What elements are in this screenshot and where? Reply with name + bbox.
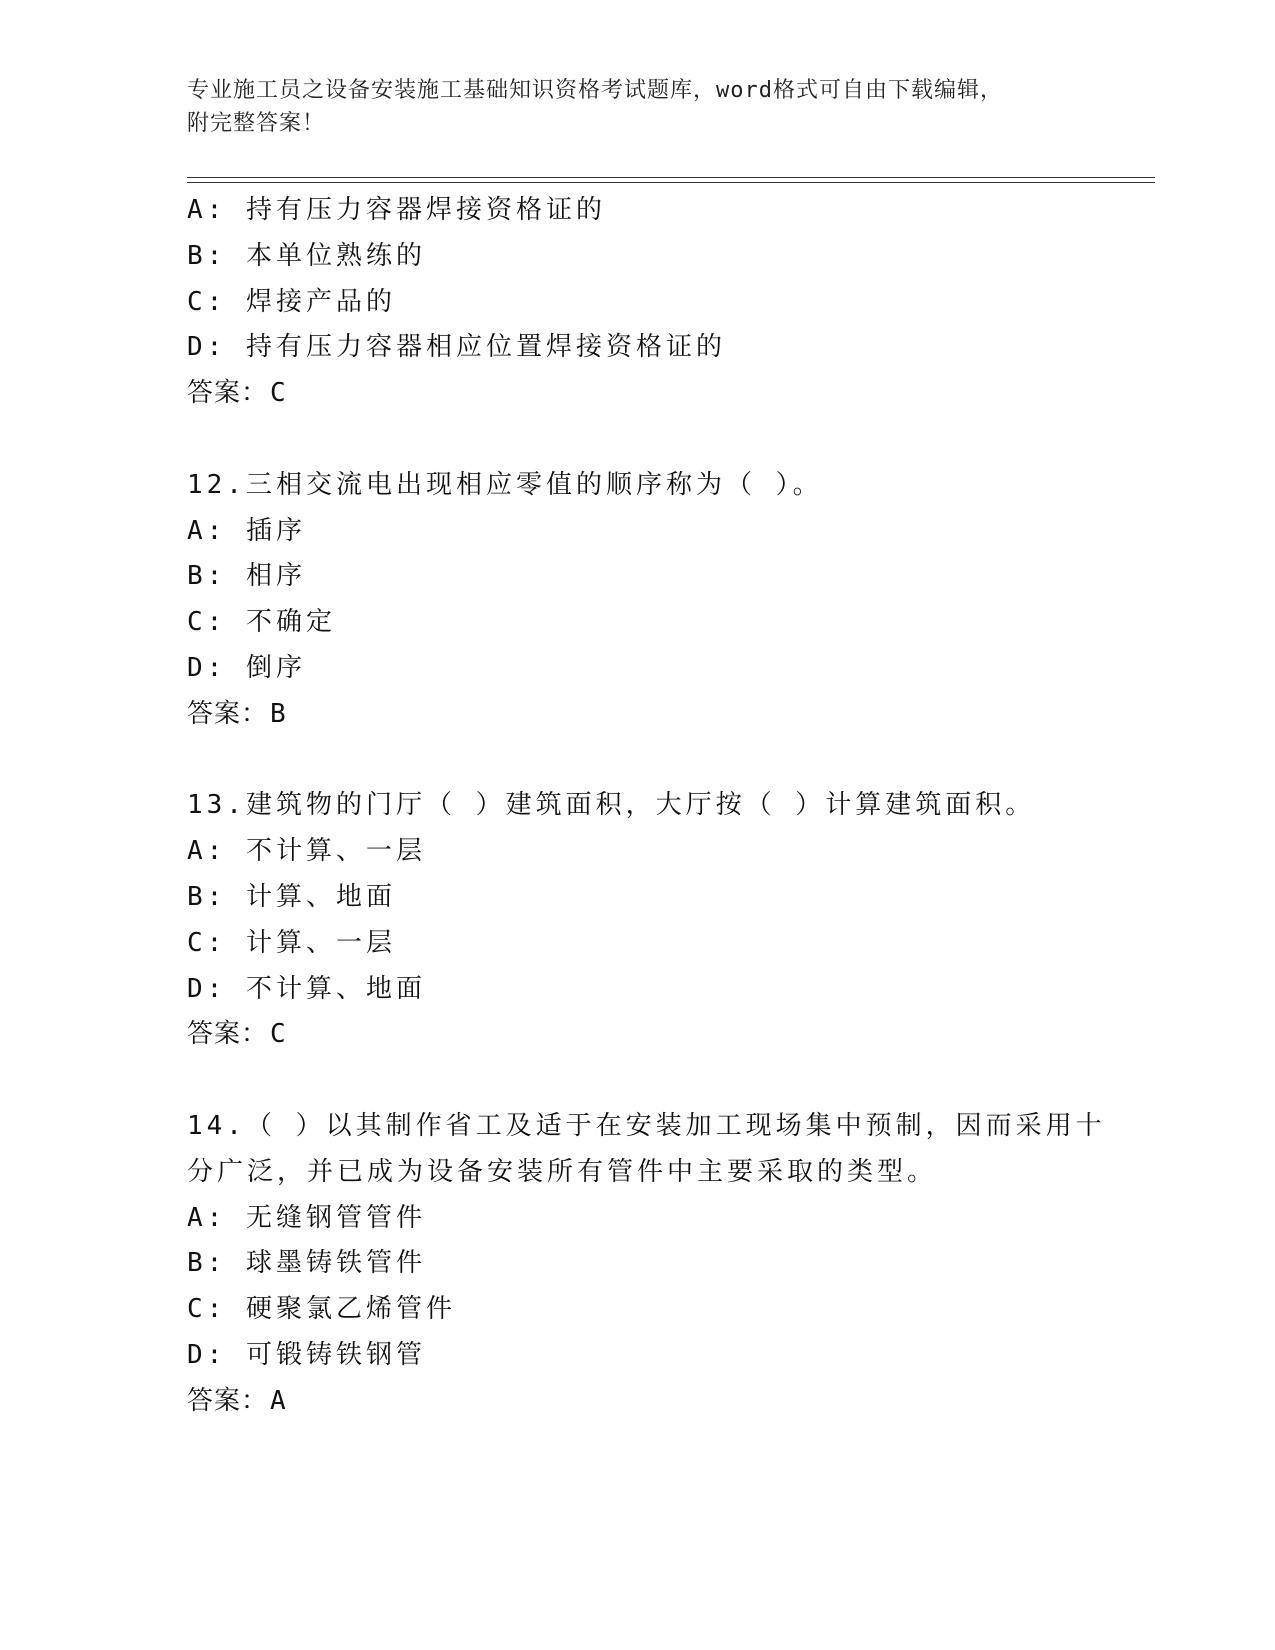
answer-label: 答案：: [187, 698, 269, 729]
header-line-2: 附完整答案！: [187, 111, 326, 136]
question-13: [187, 783, 1155, 1058]
answer-value: C: [270, 1019, 287, 1050]
answer-label: 答案：: [187, 1019, 269, 1050]
answer-row: [187, 371, 1155, 417]
question-11: [187, 188, 1155, 417]
option-a: A: 插序: [187, 515, 306, 546]
option-b: B: 本单位熟练的: [187, 240, 426, 271]
header-divider-bottom: [187, 182, 1155, 183]
answer-label: 答案：: [187, 1385, 269, 1416]
option-b: B: 计算、地面: [187, 881, 396, 912]
question-text: 13.建筑物的门厅（ ）建筑面积，大厅按（ ）计算建筑面积。: [187, 790, 1036, 821]
option-c: C: 硬聚氯乙烯管件: [187, 1294, 456, 1325]
answer-row: [187, 692, 1155, 738]
option-c: C: 不确定: [187, 607, 336, 638]
answer-row: [187, 1012, 1155, 1058]
spacer: [187, 738, 1155, 784]
header-line-1: 专业施工员之设备安装施工基础知识资格考试题库，word格式可自由下载编辑，: [187, 78, 1003, 103]
answer-value: A: [270, 1385, 287, 1416]
answer-value: C: [270, 378, 287, 409]
answer-value: B: [270, 698, 287, 729]
answer-label: 答案：: [187, 378, 269, 409]
question-14: [187, 1104, 1155, 1425]
option-a: A: 持有压力容器焊接资格证的: [187, 195, 606, 225]
option-d: D: 可锻铸铁钢管: [187, 1339, 426, 1370]
question-12: [187, 463, 1155, 738]
header-divider-top: [187, 177, 1155, 178]
option-b: B: 球墨铸铁管件: [187, 1248, 426, 1279]
document-header: [187, 74, 1087, 140]
question-text-line-1: 14.（ ）以其制作省工及适于在安装加工现场集中预制，因而采用十: [187, 1110, 1106, 1141]
option-d: D: 倒序: [187, 652, 306, 683]
spacer: [187, 1058, 1155, 1104]
option-a: A: 无缝钢管管件: [187, 1202, 426, 1233]
option-d: D: 持有压力容器相应位置焊接资格证的: [187, 332, 726, 363]
option-d: D: 不计算、地面: [187, 973, 426, 1004]
option-c: C: 计算、一层: [187, 927, 396, 958]
question-list: [187, 188, 1155, 1425]
spacer: [187, 417, 1155, 463]
question-text-line-2: 分广泛，并已成为设备安装所有管件中主要采取的类型。: [187, 1156, 938, 1187]
option-a: A: 不计算、一层: [187, 836, 426, 867]
answer-row: [187, 1379, 1155, 1425]
option-b: B: 相序: [187, 561, 306, 592]
option-c: C: 焊接产品的: [187, 286, 396, 317]
question-text: 12.三相交流电出现相应零值的顺序称为（ ）。: [187, 469, 823, 500]
